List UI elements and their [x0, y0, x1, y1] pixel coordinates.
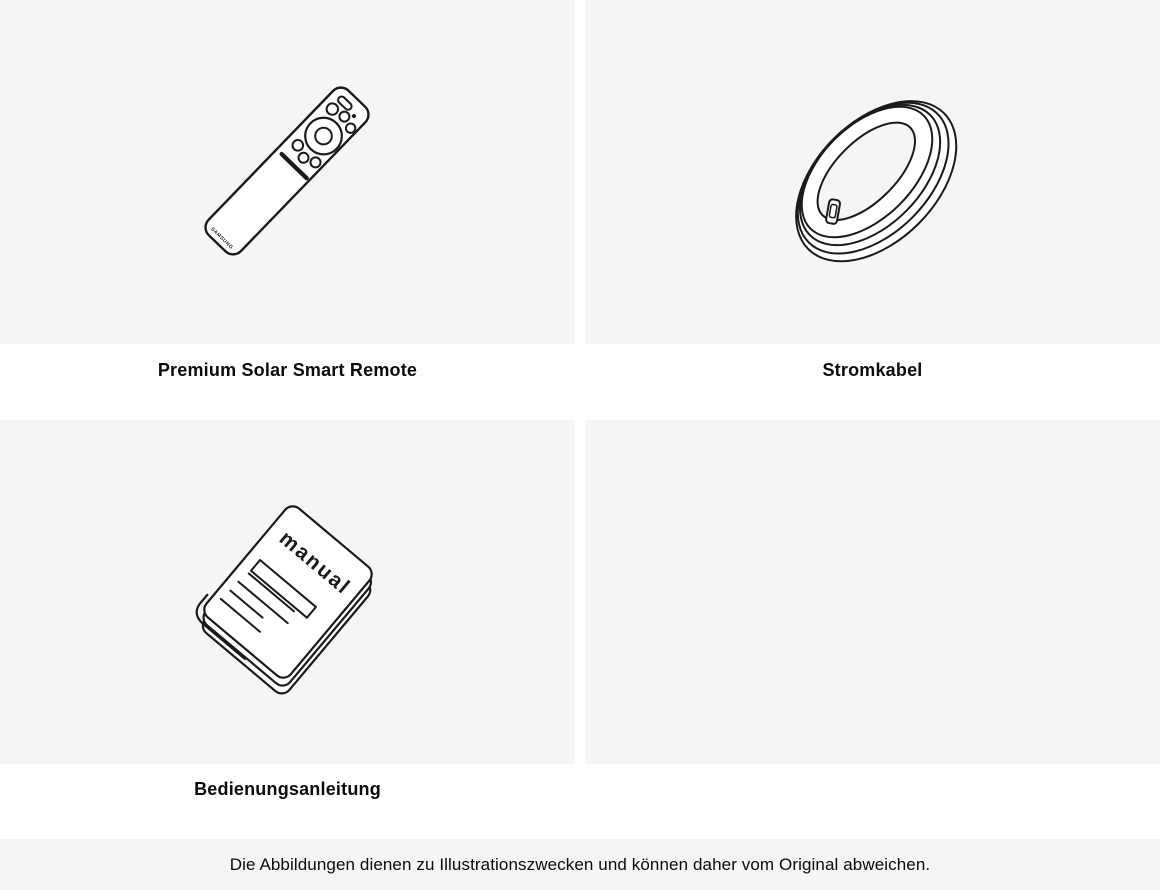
power-cable-tile [585, 0, 1160, 344]
power-cable-label-row [585, 344, 1160, 420]
remote-tile [0, 0, 575, 344]
manual-tile [0, 420, 575, 764]
power-cable-illustration [585, 0, 1160, 344]
manual-illustration [0, 420, 575, 764]
remote-label-row [0, 344, 575, 420]
remote-label: Premium Solar Smart Remote [157, 360, 418, 380]
power-cable-label: Stromkabel [822, 360, 923, 380]
remote-illustration [0, 0, 575, 344]
manual-cover-title: manual [274, 526, 356, 600]
manual-label: Bedienungsanleitung [194, 779, 381, 799]
remote-brand-text: SAMSUNG [209, 226, 235, 251]
empty-tile [585, 420, 1160, 764]
disclaimer-text: Die Abbildungen dienen zu Illustrationszwecken und können daher vom Original abweichen. [229, 854, 931, 874]
disclaimer-bar [0, 839, 1160, 890]
manual-label-row [0, 764, 575, 839]
